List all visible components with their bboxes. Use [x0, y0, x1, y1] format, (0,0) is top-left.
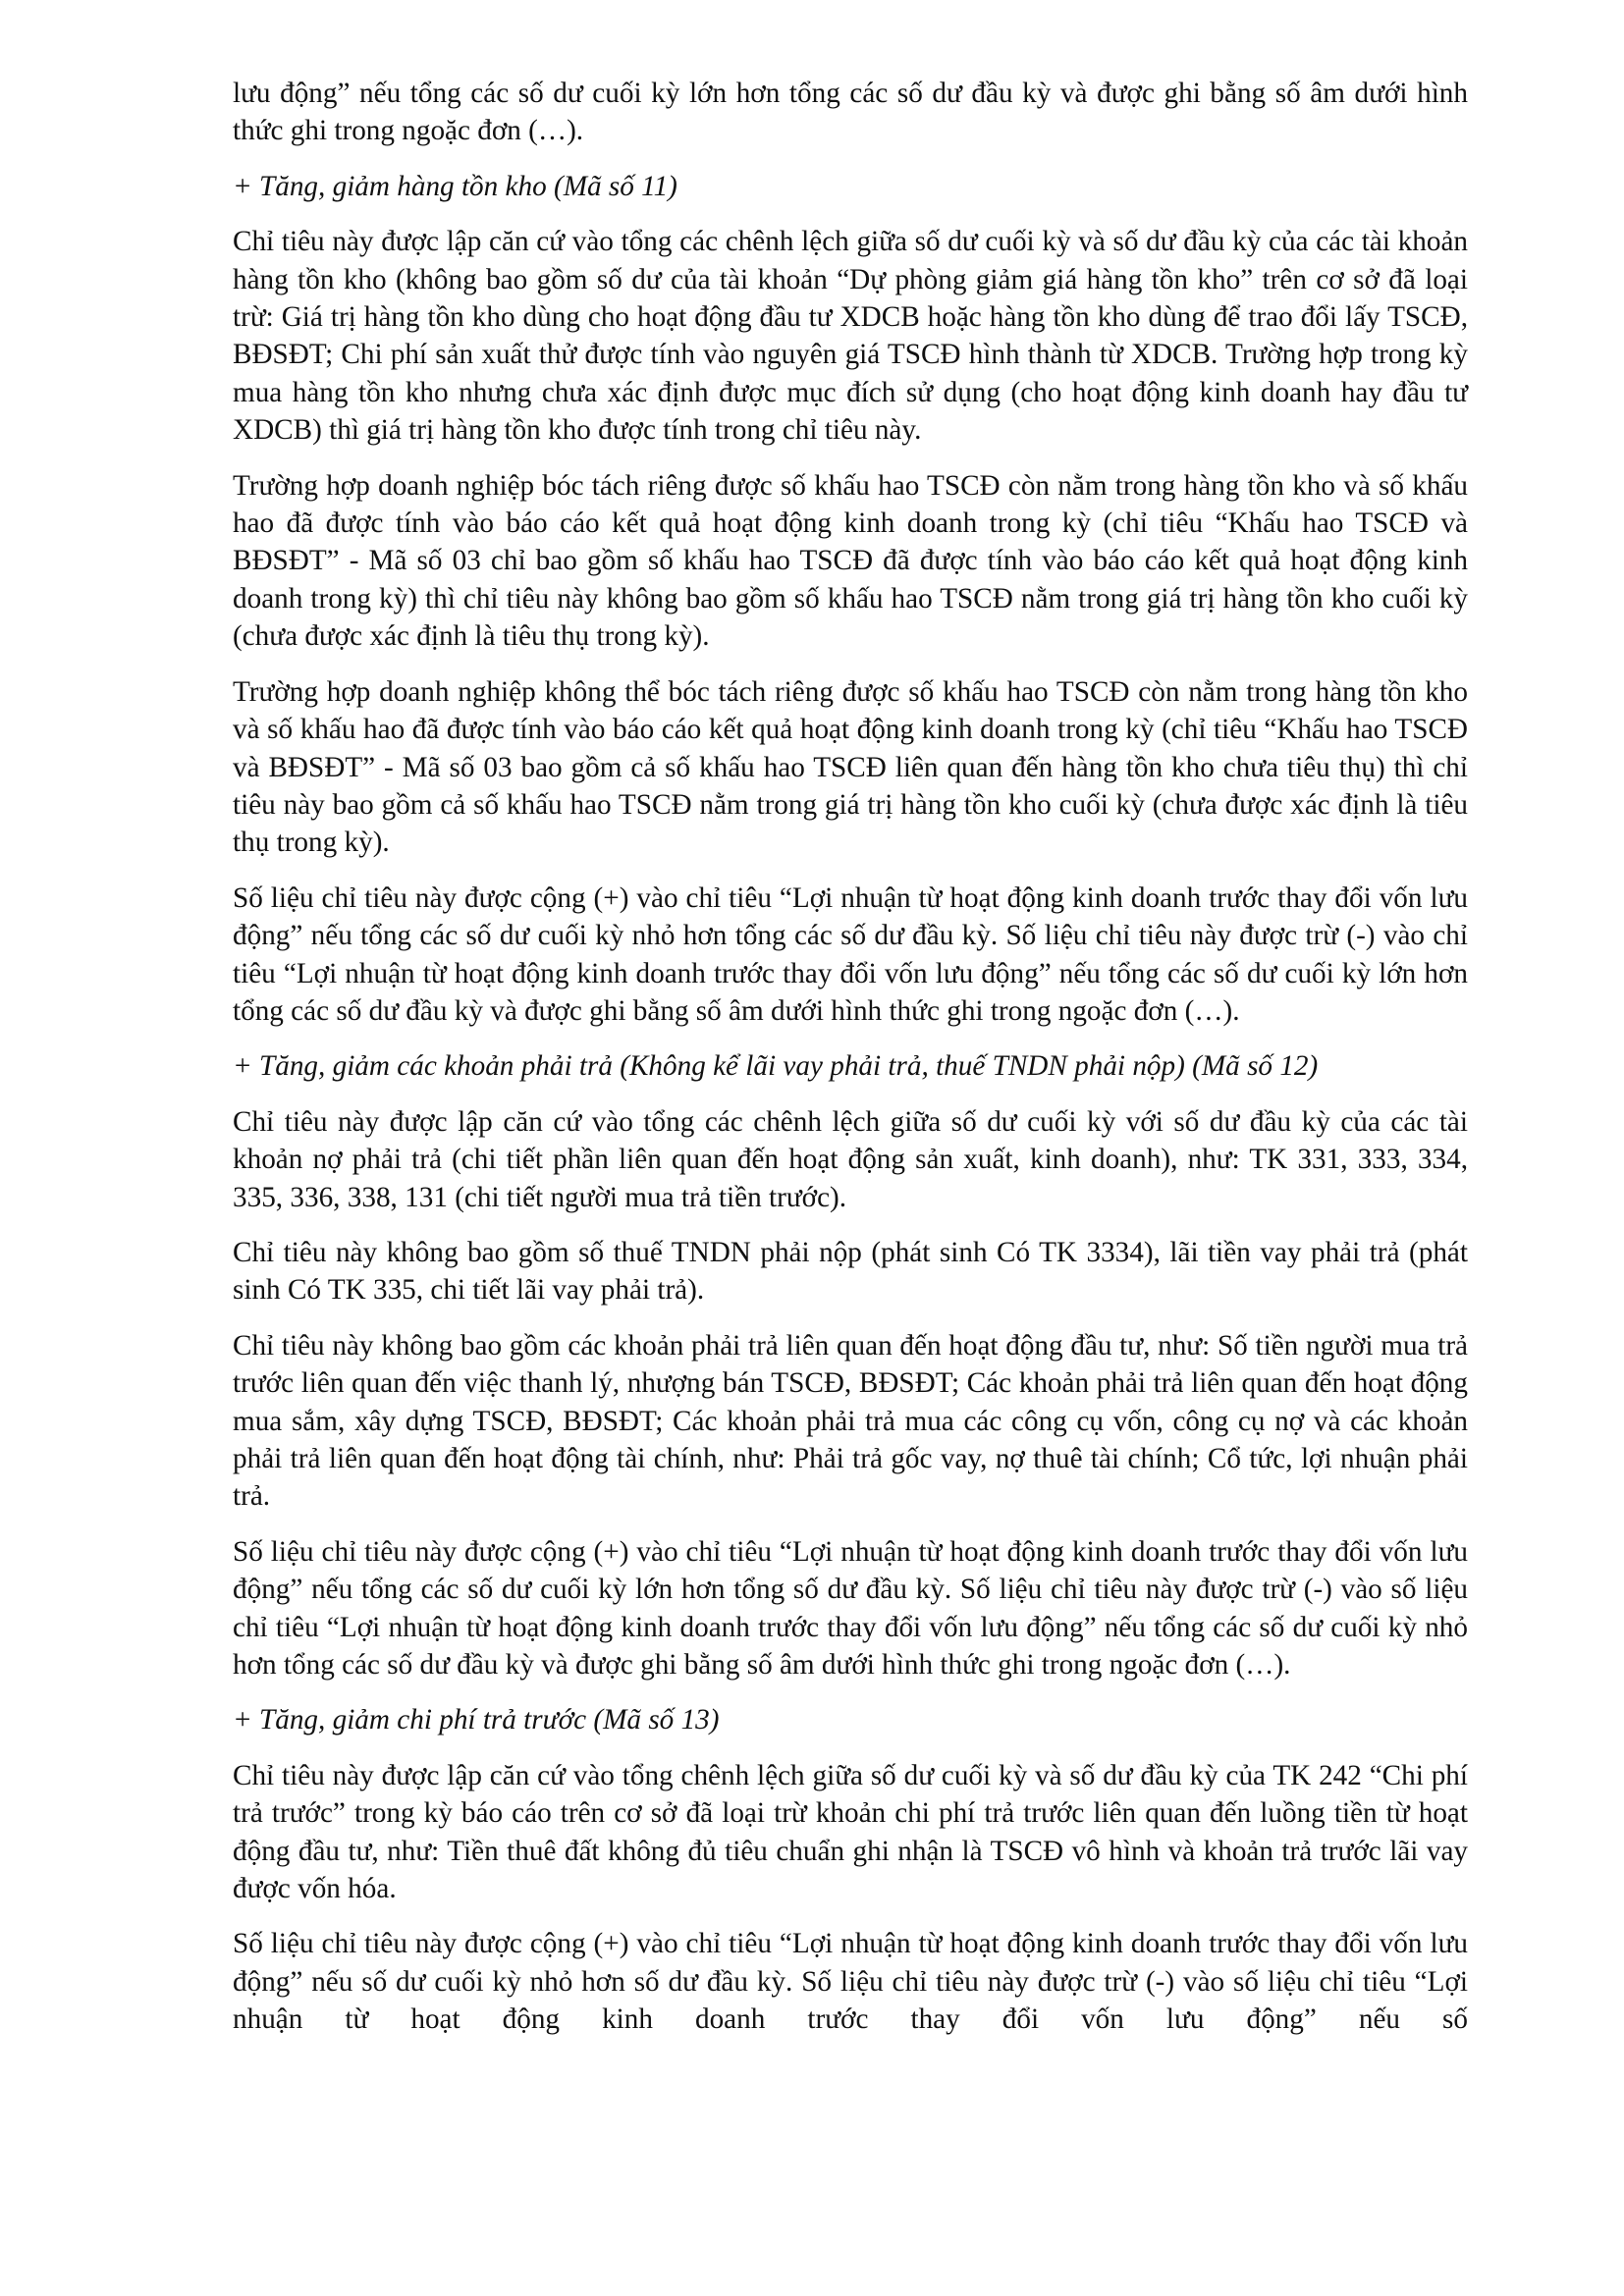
- section-heading-ma-so-13: + Tăng, giảm chi phí trả trước (Mã số 13): [233, 1704, 720, 1736]
- paragraph-truncated: Số liệu chỉ tiêu này được cộng (+) vào chỉ tiêu “Lợi nhuận từ hoạt động kinh doanh trước thay đổi vốn lưu động” nếu số dư cuối kỳ nhỏ hơn số dư đầu kỳ. Số liệu chỉ tiêu này được trừ (-) vào số liệu chỉ tiêu “Lợi nhuận từ hoạt động kinh doanh trước thay đổi vốn lưu động” nếu số: [233, 1928, 1468, 2036]
- paragraph: Chỉ tiêu này không bao gồm số thuế TNDN phải nộp (phát sinh Có TK 3334), lãi tiền vay phải trả (phát sinh Có TK 335, chi tiết lãi vay phải trả).: [233, 1236, 1468, 1307]
- paragraph: Trường hợp doanh nghiệp không thể bóc tách riêng được số khấu hao TSCĐ còn nằm trong hàng tồn kho và số khấu hao đã được tính vào báo cáo kết quả hoạt động kinh doanh trong kỳ (chỉ tiêu “Khấu hao TSCĐ và BĐSĐT” - Mã số 03 bao gồm cả số khấu hao TSCĐ liên quan đến hàng tồn kho chưa tiêu thụ) thì chỉ tiêu này bao gồm cả số khấu hao TSCĐ nằm trong giá trị hàng tồn kho cuối kỳ (chưa được xác định là tiêu thụ trong kỳ).: [233, 675, 1468, 859]
- section-heading-ma-so-11: + Tăng, giảm hàng tồn kho (Mã số 11): [233, 170, 677, 202]
- paragraph: Trường hợp doanh nghiệp bóc tách riêng được số khấu hao TSCĐ còn nằm trong hàng tồn kho và số khấu hao đã được tính vào báo cáo kết quả hoạt động kinh doanh trong kỳ (chỉ tiêu “Khấu hao TSCĐ và BĐSĐT” - Mã số 03 chỉ bao gồm số khấu hao TSCĐ đã được tính vào báo cáo kết quả hoạt động kinh doanh trong kỳ) thì chỉ tiêu này không bao gồm số khấu hao TSCĐ nằm trong giá trị hàng tồn kho cuối kỳ (chưa được xác định là tiêu thụ trong kỳ).: [233, 469, 1468, 653]
- paragraph: Số liệu chỉ tiêu này được cộng (+) vào chỉ tiêu “Lợi nhuận từ hoạt động kinh doanh trước thay đổi vốn lưu động” nếu tổng các số dư cuối kỳ nhỏ hơn tổng các số dư đầu kỳ. Số liệu chỉ tiêu này được trừ (-) vào chỉ tiêu “Lợi nhuận từ hoạt động kinh doanh trước thay đổi vốn lưu động” nếu tổng các số dư cuối kỳ lớn hơn tổng các số dư đầu kỳ và được ghi bằng số âm dưới hình thức ghi trong ngoặc đơn (…).: [233, 881, 1468, 1027]
- paragraph: Chỉ tiêu này được lập căn cứ vào tổng các chênh lệch giữa số dư cuối kỳ và số dư đầu kỳ của các tài khoản hàng tồn kho (không bao gồm số dư của tài khoản “Dự phòng giảm giá hàng tồn kho” trên cơ sở đã loại trừ: Giá trị hàng tồn kho dùng cho hoạt động đầu tư XDCB hoặc hàng tồn kho dùng để trao đổi lấy TSCĐ, BĐSĐT; Chi phí sản xuất thử được tính vào nguyên giá TSCĐ hình thành từ XDCB. Trường hợp trong kỳ mua hàng tồn kho nhưng chưa xác định được mục đích sử dụng (cho hoạt động kinh doanh hay đầu tư XDCB) thì giá trị hàng tồn kho được tính trong chỉ tiêu này.: [233, 226, 1468, 447]
- section-heading-ma-so-12: + Tăng, giảm các khoản phải trả (Không kể lãi vay phải trả, thuế TNDN phải nộp) (Mã số 12): [233, 1050, 1319, 1083]
- paragraph: Số liệu chỉ tiêu này được cộng (+) vào chỉ tiêu “Lợi nhuận từ hoạt động kinh doanh trước thay đổi vốn lưu động” nếu tổng các số dư cuối kỳ lớn hơn tổng số dư đầu kỳ. Số liệu chỉ tiêu này được trừ (-) vào số liệu chỉ tiêu “Lợi nhuận từ hoạt động kinh doanh trước thay đổi vốn lưu động” nếu tổng các số dư cuối kỳ nhỏ hơn tổng các số dư đầu kỳ và được ghi bằng số âm dưới hình thức ghi trong ngoặc đơn (…).: [233, 1535, 1468, 1682]
- paragraph: Chỉ tiêu này được lập căn cứ vào tổng chênh lệch giữa số dư cuối kỳ và số dư đầu kỳ của TK 242 “Chi phí trả trước” trong kỳ báo cáo trên cơ sở đã loại trừ khoản chi phí trả trước liên quan đến luồng tiền từ hoạt động đầu tư, như: Tiền thuê đất không đủ tiêu chuẩn ghi nhận là TSCĐ vô hình và khoản trả trước lãi vay được vốn hóa.: [233, 1759, 1468, 1905]
- document-page: [233, 75, 1468, 2056]
- paragraph: Chỉ tiêu này được lập căn cứ vào tổng các chênh lệch giữa số dư cuối kỳ với số dư đầu kỳ của các tài khoản nợ phải trả (chi tiết phần liên quan đến hoạt động sản xuất, kinh doanh), như: TK 331, 333, 334, 335, 336, 338, 131 (chi tiết người mua trả tiền trước).: [233, 1105, 1468, 1213]
- paragraph-continuation: lưu động” nếu tổng các số dư cuối kỳ lớn hơn tổng các số dư đầu kỳ và được ghi bằng số âm dưới hình thức ghi trong ngoặc đơn (…).: [233, 78, 1468, 147]
- paragraph: Chỉ tiêu này không bao gồm các khoản phải trả liên quan đến hoạt động đầu tư, như: Số tiền người mua trả trước liên quan đến việc thanh lý, nhượng bán TSCĐ, BĐSĐT; Các khoản phải trả liên quan đến hoạt động mua sắm, xây dựng TSCĐ, BĐSĐT; Các khoản phải trả mua các công cụ vốn, công cụ nợ và các khoản phải trả liên quan đến hoạt động tài chính, như: Phải trả gốc vay, nợ thuê tài chính; Cổ tức, lợi nhuận phải trả.: [233, 1329, 1468, 1513]
